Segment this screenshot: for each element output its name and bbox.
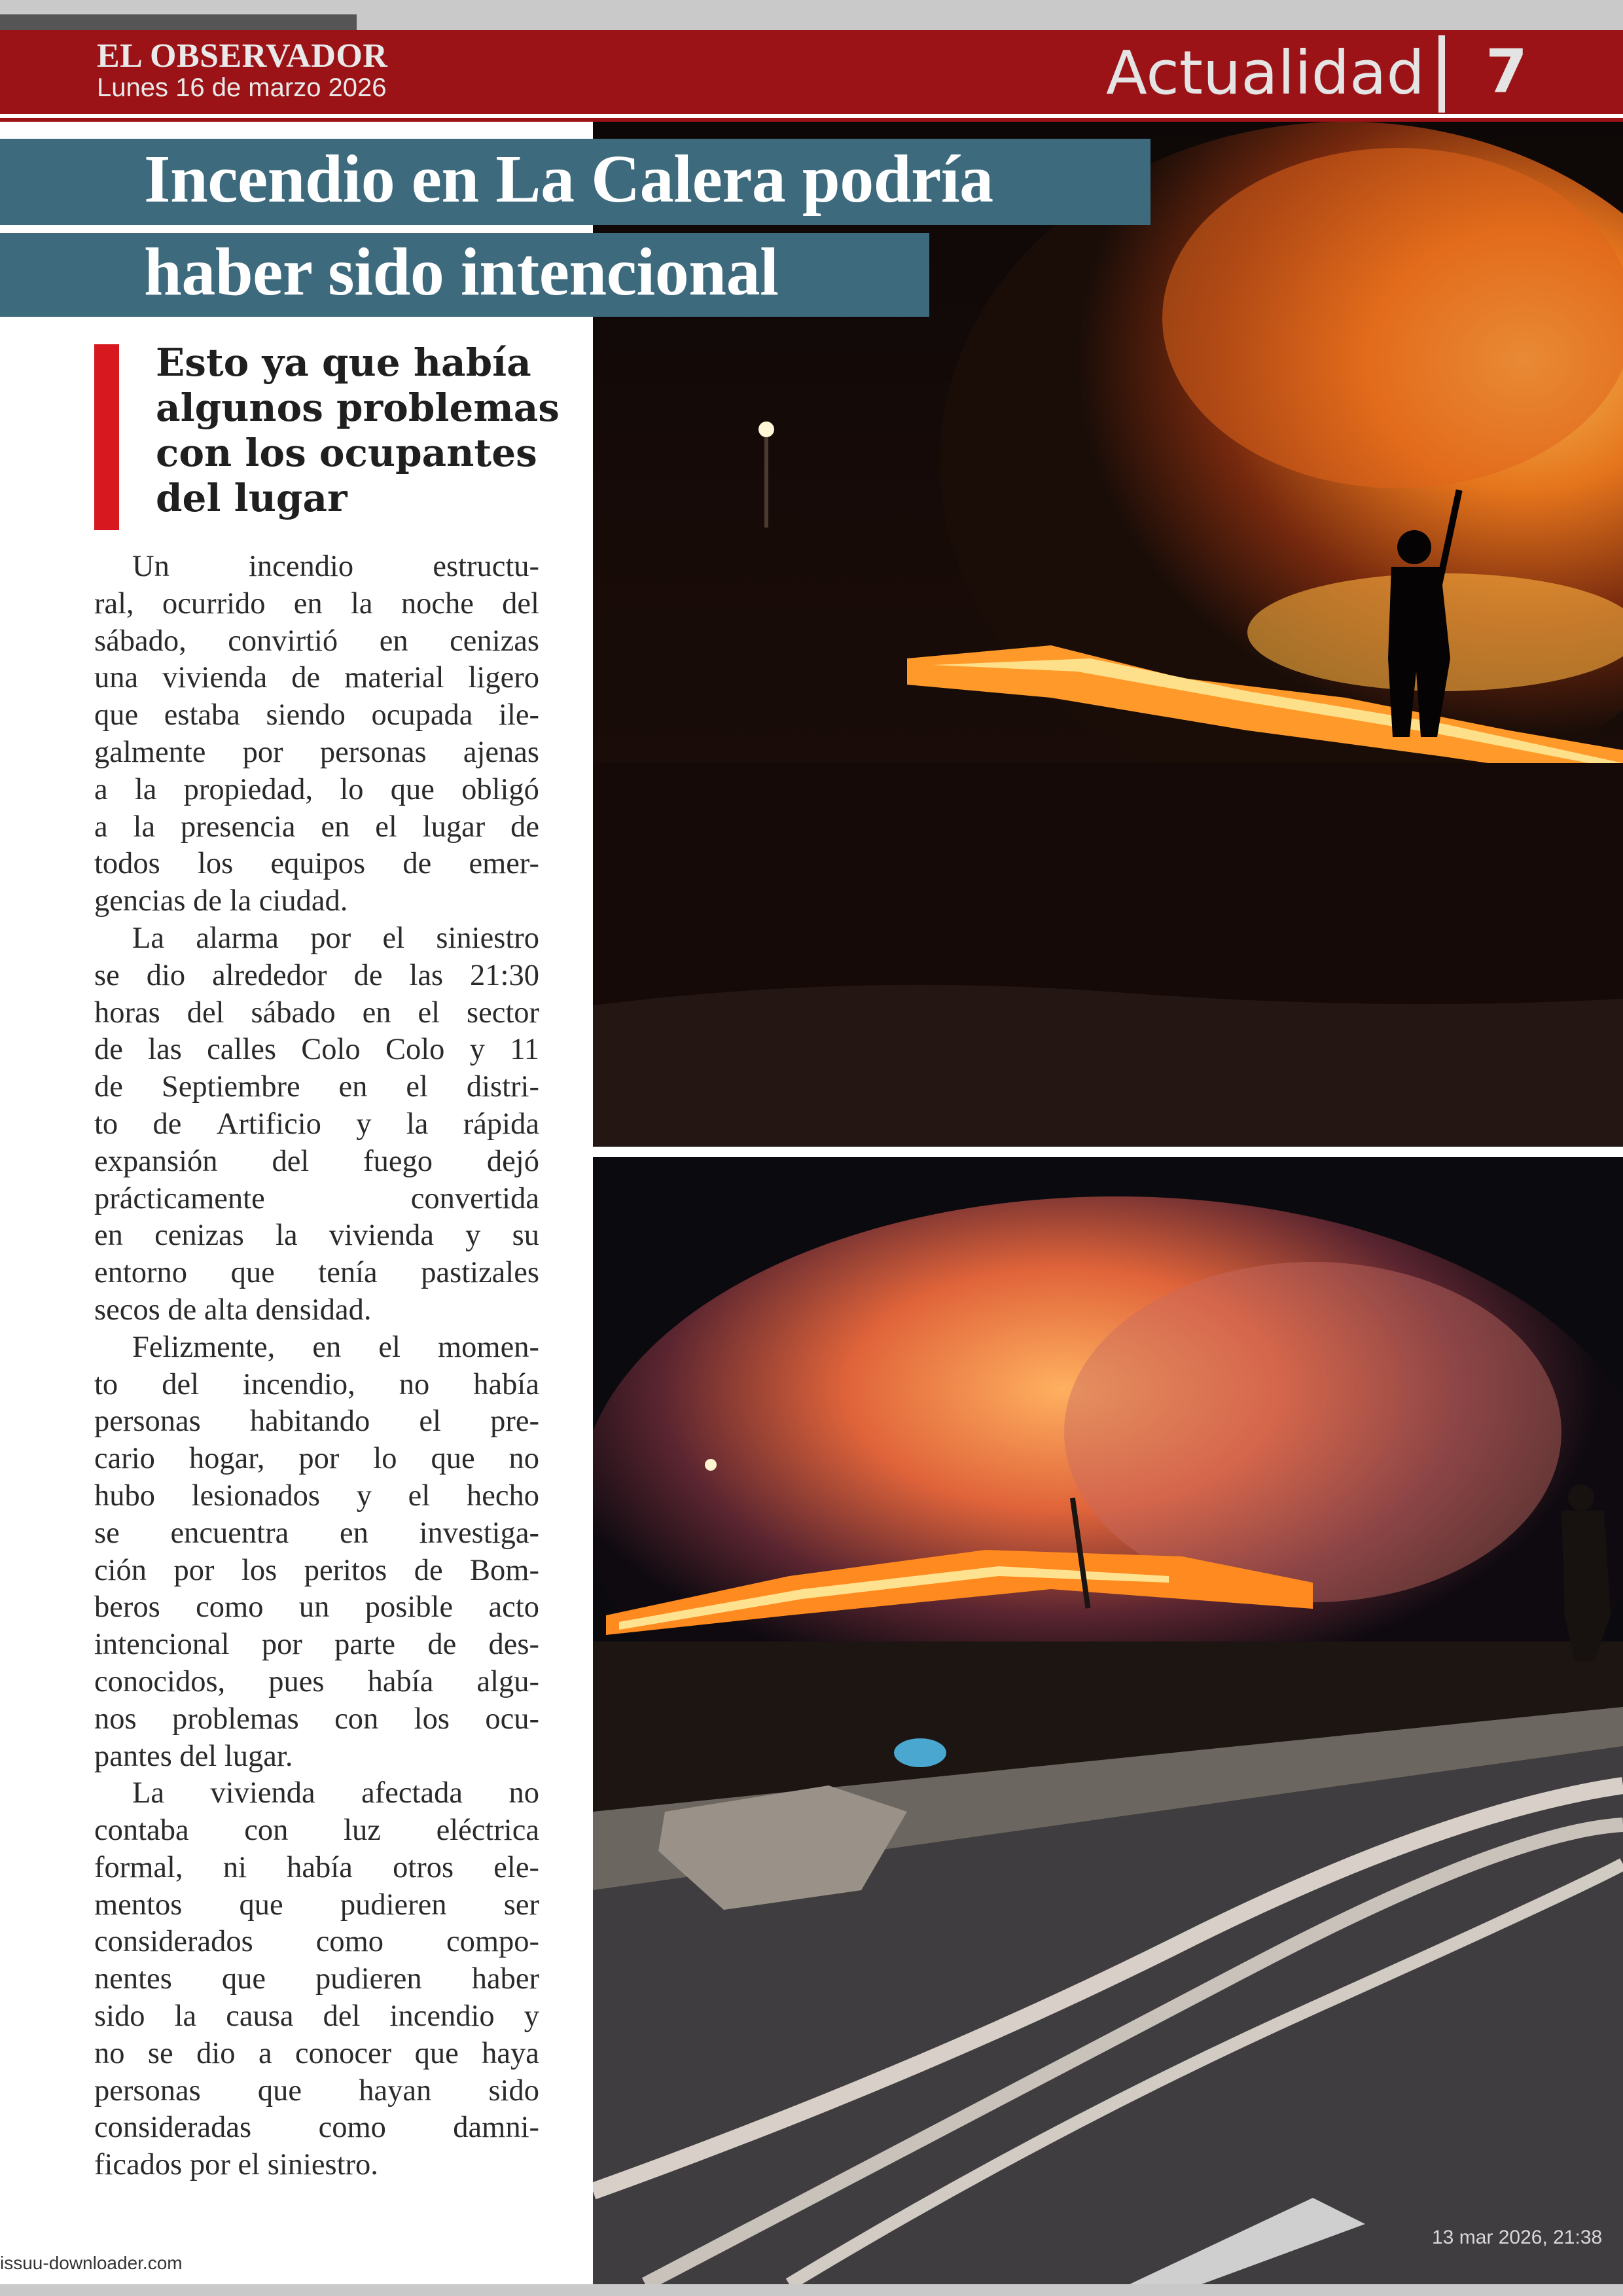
body-word: que bbox=[239, 1888, 283, 1922]
body-word: que bbox=[431, 1442, 475, 1476]
body-word: de bbox=[353, 958, 383, 992]
body-word: como bbox=[196, 1590, 264, 1624]
subheadline-line: algunos problemas bbox=[156, 386, 560, 430]
body-line bbox=[94, 548, 539, 586]
body-line bbox=[94, 1217, 539, 1255]
body-line bbox=[94, 1552, 539, 1590]
body-word: encuentra bbox=[170, 1516, 289, 1550]
body-word: personas bbox=[94, 1405, 201, 1439]
body-word: ligero bbox=[468, 661, 539, 695]
body-word: a bbox=[94, 810, 108, 844]
body-line bbox=[94, 958, 539, 995]
body-word: obligó bbox=[461, 772, 539, 806]
body-word: nos bbox=[94, 1702, 137, 1736]
body-line bbox=[94, 1143, 539, 1181]
body-word: incendio bbox=[389, 2000, 495, 2034]
headline-line-1: Incendio en La Calera podría bbox=[144, 141, 993, 217]
body-word: 21:30 bbox=[470, 958, 539, 992]
body-word: el bbox=[406, 1070, 428, 1104]
body-line bbox=[94, 2109, 539, 2147]
body-word: de bbox=[427, 1628, 457, 1662]
body-word: con bbox=[244, 1814, 289, 1848]
body-word: y bbox=[469, 1033, 485, 1067]
body-word: personas bbox=[94, 2073, 201, 2108]
body-word: sábado, bbox=[94, 624, 187, 658]
body-line bbox=[94, 1812, 539, 1850]
body-word: el bbox=[238, 2148, 268, 2182]
body-word: de bbox=[402, 847, 432, 881]
body-word: la bbox=[276, 1219, 298, 1253]
body-line bbox=[94, 846, 539, 883]
body-word: ele- bbox=[493, 1850, 539, 1884]
body-line bbox=[94, 2073, 539, 2110]
body-word: presencia bbox=[180, 810, 296, 844]
body-word: cenizas bbox=[154, 1219, 244, 1253]
body-word: todos bbox=[94, 847, 160, 881]
body-word: las bbox=[148, 1033, 182, 1067]
body-word: y bbox=[465, 1219, 481, 1253]
body-word: ciudad. bbox=[259, 884, 348, 918]
subheadline bbox=[156, 340, 575, 521]
body-word: de bbox=[510, 810, 539, 844]
body-word: la bbox=[174, 2000, 197, 2034]
body-word: de bbox=[193, 884, 230, 918]
body-word: sector bbox=[466, 996, 539, 1030]
body-word: una bbox=[94, 661, 139, 695]
body-word: como bbox=[315, 1925, 384, 1959]
body-word: Septiembre bbox=[161, 1070, 300, 1104]
body-word: pudieren bbox=[340, 1888, 447, 1922]
body-word: habitando bbox=[249, 1405, 370, 1439]
body-word: intencional bbox=[94, 1628, 230, 1662]
body-word: equipos bbox=[270, 847, 366, 881]
body-word: se bbox=[147, 2036, 173, 2070]
body-word: calles bbox=[207, 1033, 276, 1067]
body-word: des- bbox=[488, 1628, 539, 1662]
body-line bbox=[94, 1367, 539, 1404]
body-word: no bbox=[399, 1367, 430, 1401]
body-word: la bbox=[406, 1107, 429, 1141]
body-word: alta bbox=[204, 1293, 256, 1327]
body-word: a bbox=[258, 2036, 272, 2070]
body-word: alarma bbox=[196, 921, 279, 955]
body-word: pudieren bbox=[315, 1962, 422, 1996]
body-word: ni bbox=[223, 1850, 247, 1884]
body-line bbox=[94, 772, 539, 809]
body-word: ajenas bbox=[463, 735, 539, 769]
body-word: como bbox=[318, 2111, 386, 2145]
subheadline-line: con los ocupantes bbox=[156, 431, 537, 475]
body-word: de bbox=[94, 1033, 123, 1067]
body-word: que bbox=[221, 1962, 266, 1996]
body-word: que bbox=[390, 772, 435, 806]
body-word: prácticamente bbox=[94, 1181, 265, 1215]
body-word: distri- bbox=[466, 1070, 539, 1104]
body-word: mentos bbox=[94, 1888, 183, 1922]
body-word: rápida bbox=[463, 1107, 539, 1141]
body-word: de bbox=[152, 1107, 182, 1141]
body-word: momen- bbox=[438, 1330, 539, 1364]
body-line bbox=[94, 1850, 539, 1887]
body-word: cario bbox=[94, 1442, 155, 1476]
body-word: Bom- bbox=[470, 1553, 539, 1587]
body-word: causa bbox=[226, 2000, 294, 2034]
body-word: Un bbox=[132, 550, 169, 583]
body-word: posible bbox=[365, 1590, 454, 1624]
body-word: del bbox=[502, 586, 539, 620]
body-word: se bbox=[94, 958, 120, 992]
body-word: había bbox=[367, 1664, 434, 1698]
body-word: lo bbox=[340, 772, 364, 806]
body-word: el bbox=[419, 1405, 441, 1439]
body-line bbox=[94, 1515, 539, 1552]
body-word: dio bbox=[196, 2036, 236, 2070]
body-word: sido bbox=[94, 2000, 145, 2034]
body-word: considerados bbox=[94, 1925, 253, 1959]
body-word: Felizmente, bbox=[132, 1330, 276, 1364]
body-word: vivienda bbox=[210, 1776, 315, 1810]
body-word: del bbox=[272, 1144, 310, 1178]
body-word: Artificio bbox=[216, 1107, 321, 1141]
body-word: ocurrido bbox=[162, 586, 266, 620]
body-word: luz bbox=[344, 1814, 381, 1848]
body-word: pastizales bbox=[421, 1256, 539, 1290]
body-word: de bbox=[291, 661, 321, 695]
body-word: los bbox=[241, 1553, 277, 1587]
body-word: propiedad, bbox=[183, 772, 313, 806]
body-word: siniestro. bbox=[267, 2148, 378, 2182]
body-word: la bbox=[133, 810, 156, 844]
body-word: material bbox=[344, 661, 444, 695]
article-body bbox=[94, 548, 539, 2184]
body-word: de bbox=[414, 1553, 443, 1587]
body-word: no bbox=[508, 1776, 539, 1810]
body-word: los bbox=[197, 847, 234, 881]
body-line bbox=[94, 809, 539, 846]
body-line bbox=[94, 1069, 539, 1106]
body-word: gencias bbox=[94, 884, 194, 918]
body-word: el bbox=[418, 996, 440, 1030]
body-word: vivienda bbox=[329, 1219, 434, 1253]
body-line bbox=[94, 1738, 539, 1776]
body-word: del bbox=[187, 996, 224, 1030]
body-word: secos bbox=[94, 1293, 168, 1327]
body-word: de bbox=[168, 1293, 204, 1327]
body-line bbox=[94, 2147, 539, 2184]
body-word: convirtió bbox=[228, 624, 338, 658]
body-word: La bbox=[132, 1776, 165, 1810]
body-word: conocer bbox=[295, 2036, 392, 2070]
body-word: sido bbox=[488, 2073, 539, 2108]
bottom-strip bbox=[0, 2284, 1623, 2296]
body-word: que bbox=[230, 1256, 275, 1290]
fire-photo-bottom bbox=[593, 1157, 1623, 2284]
body-line bbox=[94, 2036, 539, 2073]
subheadline-line: Esto ya que había bbox=[156, 340, 531, 385]
body-word: fuego bbox=[363, 1144, 433, 1178]
body-word: la bbox=[134, 772, 157, 806]
body-word: hecho bbox=[466, 1479, 539, 1513]
body-word: to bbox=[94, 1367, 118, 1401]
body-word: por bbox=[173, 1553, 215, 1587]
body-word: por bbox=[310, 921, 351, 955]
body-word: por bbox=[242, 735, 283, 769]
body-word: del bbox=[179, 1739, 224, 1773]
newspaper-name: EL OBSERVADOR bbox=[97, 37, 388, 75]
body-word: peritos bbox=[304, 1553, 387, 1587]
body-word: hayan bbox=[359, 2073, 432, 2108]
body-word: ser bbox=[503, 1888, 539, 1922]
issue-date: Lunes 16 de marzo 2026 bbox=[97, 73, 387, 102]
body-word: eléctrica bbox=[436, 1814, 539, 1848]
body-line bbox=[94, 1106, 539, 1143]
body-word: cenizas bbox=[450, 624, 539, 658]
body-word: en bbox=[339, 1516, 368, 1550]
body-word: afectada bbox=[361, 1776, 463, 1810]
body-word: investiga- bbox=[419, 1516, 539, 1550]
body-word: Colo bbox=[385, 1033, 445, 1067]
source-watermark: issuu-downloader.com bbox=[0, 2253, 183, 2273]
body-line bbox=[94, 1664, 539, 1701]
body-word: pues bbox=[268, 1664, 325, 1698]
body-word: siniestro bbox=[436, 921, 539, 955]
body-word: expansión bbox=[94, 1144, 218, 1178]
body-word: ral, bbox=[94, 586, 134, 620]
body-word: sábado bbox=[251, 996, 336, 1030]
body-word: acto bbox=[488, 1590, 539, 1624]
body-word: lugar. bbox=[224, 1739, 293, 1773]
body-word: nentes bbox=[94, 1962, 172, 1996]
body-word: ocu- bbox=[485, 1702, 539, 1736]
body-word: que bbox=[257, 2073, 302, 2108]
body-word: la bbox=[350, 586, 373, 620]
body-word: a bbox=[94, 772, 108, 806]
body-word: en bbox=[338, 1070, 368, 1104]
body-word: hogar, bbox=[188, 1442, 265, 1476]
body-word: tenía bbox=[318, 1256, 378, 1290]
body-word: ocupada bbox=[371, 698, 473, 732]
progress-strip bbox=[0, 14, 357, 30]
body-word: el bbox=[408, 1479, 431, 1513]
body-line bbox=[94, 1924, 539, 1961]
body-word: y bbox=[356, 1479, 372, 1513]
body-word: los bbox=[414, 1702, 450, 1736]
body-word: no bbox=[94, 2036, 125, 2070]
body-line bbox=[94, 1031, 539, 1069]
body-word: estructu- bbox=[433, 550, 539, 583]
subheadline-accent-bar bbox=[94, 344, 119, 530]
body-word: conocidos, bbox=[94, 1664, 226, 1698]
body-line bbox=[94, 697, 539, 734]
body-word: dio bbox=[146, 958, 186, 992]
body-word: por bbox=[261, 1628, 302, 1662]
body-word: en bbox=[379, 624, 408, 658]
body-word: horas bbox=[94, 996, 160, 1030]
body-word: en bbox=[312, 1330, 342, 1364]
body-word: ficados bbox=[94, 2148, 190, 2182]
body-word: alrededor bbox=[212, 958, 327, 992]
body-word: noche bbox=[401, 586, 474, 620]
body-word: y bbox=[356, 1107, 372, 1141]
body-line bbox=[94, 1292, 539, 1329]
body-word: por bbox=[298, 1442, 340, 1476]
body-word: lesionados bbox=[191, 1479, 321, 1513]
body-word: el bbox=[375, 810, 397, 844]
body-word: problemas bbox=[172, 1702, 299, 1736]
body-line bbox=[94, 1961, 539, 1998]
section-name: Actualidad bbox=[1106, 38, 1425, 108]
body-line bbox=[94, 623, 539, 660]
photo-timestamp: 13 mar 2026, 21:38 bbox=[1432, 2227, 1603, 2248]
body-word: lugar bbox=[422, 810, 486, 844]
body-word: densidad. bbox=[255, 1293, 372, 1327]
body-word: La bbox=[132, 921, 165, 955]
body-word: entorno bbox=[94, 1256, 188, 1290]
body-word: algu- bbox=[476, 1664, 539, 1698]
body-word: siendo bbox=[266, 698, 346, 732]
body-word: incendio bbox=[249, 550, 354, 583]
body-word: del bbox=[323, 2000, 361, 2034]
body-word: ción bbox=[94, 1553, 147, 1587]
body-word: haya bbox=[482, 2036, 539, 2070]
body-word: no bbox=[508, 1442, 539, 1476]
body-word: y bbox=[524, 2000, 539, 2034]
body-line bbox=[94, 1589, 539, 1626]
body-line bbox=[94, 734, 539, 772]
body-word: las bbox=[409, 958, 444, 992]
body-line bbox=[94, 1626, 539, 1664]
body-word: en bbox=[293, 586, 323, 620]
body-line bbox=[94, 920, 539, 958]
body-word: parte bbox=[334, 1628, 396, 1662]
body-line bbox=[94, 1181, 539, 1218]
body-word: el bbox=[382, 921, 405, 955]
body-word: pantes bbox=[94, 1739, 180, 1773]
body-word: un bbox=[298, 1590, 330, 1624]
body-word: lo bbox=[373, 1442, 397, 1476]
body-line bbox=[94, 660, 539, 697]
body-word: consideradas bbox=[94, 2111, 252, 2145]
body-word: personas bbox=[319, 735, 427, 769]
body-word: beros bbox=[94, 1590, 160, 1624]
body-word: contaba bbox=[94, 1814, 189, 1848]
body-word: que bbox=[414, 2036, 459, 2070]
body-line bbox=[94, 1478, 539, 1515]
subheadline-line: del lugar bbox=[156, 476, 348, 520]
body-word: vivienda bbox=[162, 661, 268, 695]
body-word: en bbox=[321, 810, 350, 844]
body-line bbox=[94, 586, 539, 623]
body-word: 11 bbox=[510, 1033, 539, 1067]
body-line bbox=[94, 1403, 539, 1441]
body-word: por bbox=[189, 2148, 238, 2182]
body-word: convertida bbox=[410, 1181, 539, 1215]
body-word: estaba bbox=[164, 698, 240, 732]
body-word: su bbox=[512, 1219, 539, 1253]
body-word: el bbox=[378, 1330, 401, 1364]
body-word: dejó bbox=[486, 1144, 539, 1178]
body-line bbox=[94, 1255, 539, 1292]
headline-line-2: haber sido intencional bbox=[144, 234, 779, 310]
body-word: con bbox=[334, 1702, 379, 1736]
body-word: Colo bbox=[301, 1033, 361, 1067]
body-word: galmente bbox=[94, 735, 206, 769]
body-word: se bbox=[94, 1516, 120, 1550]
body-word: incendio, bbox=[243, 1367, 355, 1401]
body-line bbox=[94, 883, 539, 920]
body-word: la bbox=[229, 884, 259, 918]
body-word: damni- bbox=[453, 2111, 539, 2145]
body-word: emer- bbox=[469, 847, 539, 881]
body-word: que bbox=[94, 698, 139, 732]
body-word: en bbox=[94, 1219, 123, 1253]
body-word: había bbox=[473, 1367, 539, 1401]
body-word: hubo bbox=[94, 1479, 155, 1513]
body-word: to bbox=[94, 1107, 118, 1141]
body-line bbox=[94, 1701, 539, 1738]
body-word: otros bbox=[393, 1850, 454, 1884]
section-separator bbox=[1438, 35, 1445, 113]
page-number: 7 bbox=[1486, 37, 1528, 107]
body-line bbox=[94, 1775, 539, 1812]
body-line bbox=[94, 1887, 539, 1924]
body-word: de bbox=[94, 1070, 123, 1104]
body-line bbox=[94, 995, 539, 1032]
body-word: había bbox=[287, 1850, 353, 1884]
body-word: formal, bbox=[94, 1850, 183, 1884]
body-line bbox=[94, 1998, 539, 2036]
body-word: ile- bbox=[499, 698, 539, 732]
body-word: en bbox=[362, 996, 391, 1030]
body-line bbox=[94, 1329, 539, 1367]
body-word: compo- bbox=[446, 1925, 539, 1959]
body-line bbox=[94, 1441, 539, 1478]
body-word: del bbox=[162, 1367, 199, 1401]
body-word: pre- bbox=[490, 1405, 539, 1439]
body-word: haber bbox=[471, 1962, 539, 1996]
